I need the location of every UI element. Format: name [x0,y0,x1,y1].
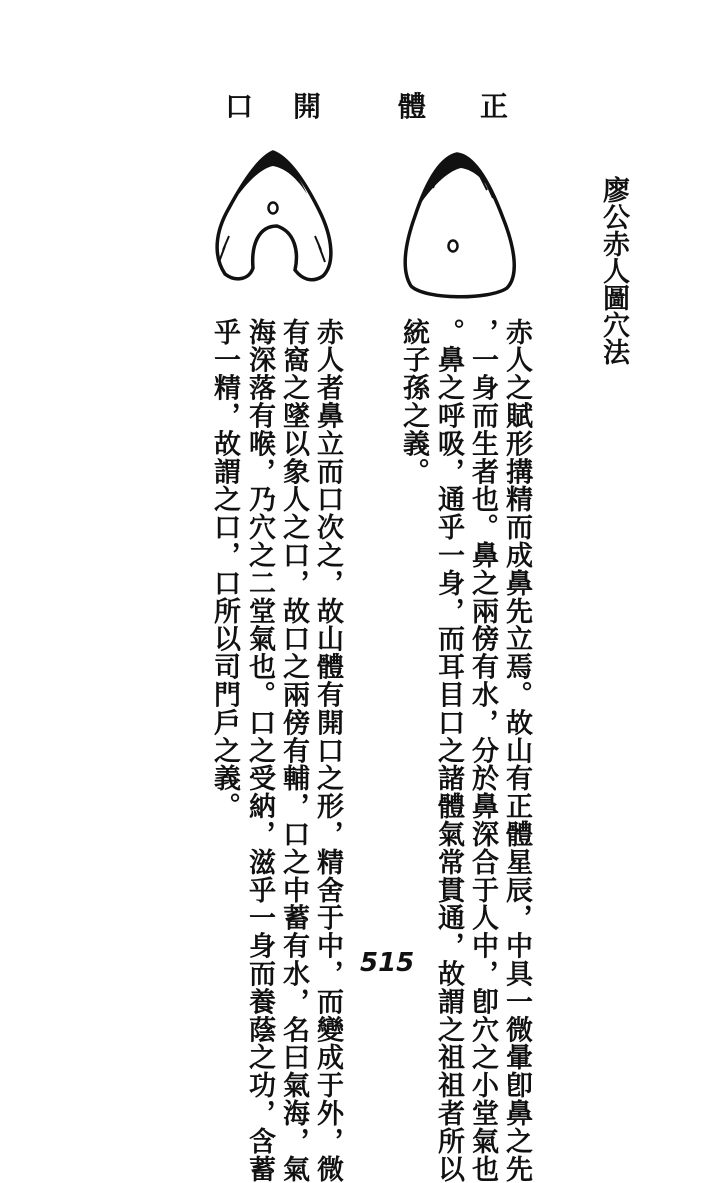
zhengti-outline [405,154,514,297]
figure-caption-kaikou-2: 口 [225,90,254,123]
kaikou-nose-dot [269,203,278,214]
text-left-col-4: 乎一精，故謂之口，口所以司門戶之義。 [209,318,240,821]
kaikou-outline [217,152,331,280]
zhengti-shading [419,154,495,206]
text-right-col-3: 。鼻之呼吸，通乎一身，而耳目口之諸體氣常貫通，故謂之祖祖者所以 [433,318,464,1183]
text-left-col-2: 有窩之墜以象人之口，故口之兩傍有輔，口之中蓄有水，名曰氣海，氣 [278,318,309,1183]
page-number: 515 [360,948,415,978]
text-right-col-1: 赤人之賦形搆精而成鼻先立焉。故山有正體星辰，中具一微暈卽鼻之先 [501,318,532,1183]
zhengti-nose-dot [449,241,458,252]
zhengti-mountain-figure [395,148,525,303]
text-left-col-3: 海深落有喉，乃穴之二堂氣也。口之受納，滋乎一身而養蔭之功，含蓄 [244,318,275,1183]
section-title: 廖公赤人圖穴法 [598,176,629,365]
kaikou-mountain-figure [205,146,340,296]
figure-caption-zhengti-2: 體 [398,90,427,123]
text-left-col-1: 赤人者鼻立而口次之，故山體有開口之形，精舍于中，而變成于外，微 [312,318,343,1183]
text-right-col-2: ，一身而生者也。鼻之兩傍有水，分於鼻深合于人中，卽穴之小堂氣也 [467,318,498,1183]
figure-caption-kaikou-1: 開 [293,90,322,123]
figure-caption-zhengti-1: 正 [480,90,509,123]
text-right-col-4: 統子孫之義。 [398,318,429,486]
